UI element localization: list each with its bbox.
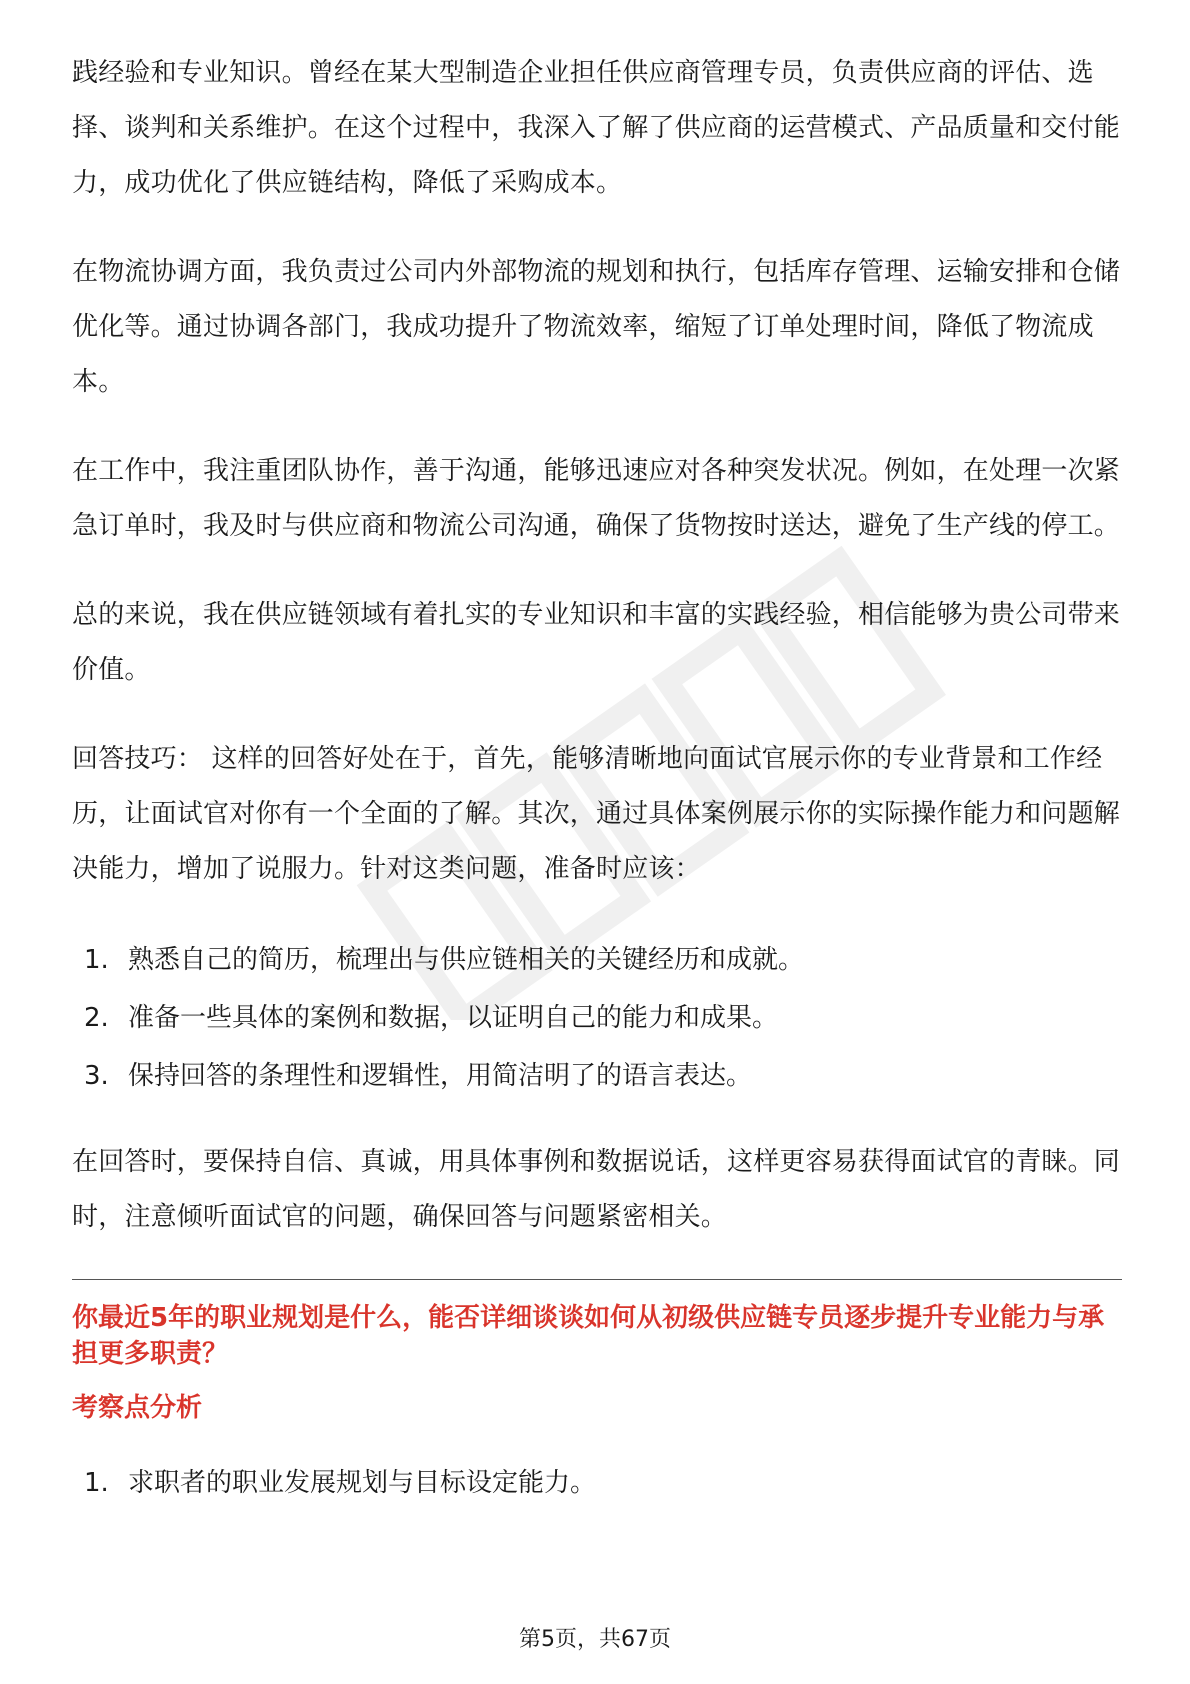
- analysis-heading: 考察点分析: [72, 1393, 203, 1423]
- list-text: 保持回答的条理性和逻辑性，用简洁明了的语言表达。: [128, 1061, 753, 1091]
- main-content: [72, 46, 1122, 1542]
- tips-intro-paragraph: 回答技巧： 这样的回答好处在于，首先，能够清晰地向面试官展示你的专业背景和工作经历，让面试官对你有一个全面的了解。其次，通过具体案例展示你的实际操作能力和问题解决能力，增加了说服力。针对这类问题，准备时应该：: [72, 744, 1121, 884]
- list-number: 2.: [84, 1003, 109, 1033]
- list-number: 1.: [84, 945, 109, 975]
- answer-paragraph: 在物流协调方面，我负责过公司内外部物流的规划和执行，包括库存管理、运输安排和仓储优化等。通过协调各部门，我成功提升了物流效率，缩短了订单处理时间，降低了物流成本。: [72, 257, 1121, 397]
- list-text: 求职者的职业发展规划与目标设定能力。: [128, 1468, 597, 1498]
- list-item: [84, 989, 1122, 1047]
- section-divider: [72, 1279, 1122, 1280]
- closing-paragraph: 在回答时，要保持自信、真诚，用具体事例和数据说话，这样更容易获得面试官的青睐。同时，注意倾听面试官的问题，确保回答与问题紧密相关。: [72, 1147, 1121, 1232]
- analysis-list: [72, 1454, 1122, 1512]
- list-number: 3.: [84, 1061, 109, 1091]
- interview-question: 你最近5年的职业规划是什么，能否详细谈谈如何从初级供应链专员逐步提升专业能力与承担更多职责？: [72, 1303, 1105, 1369]
- list-text: 熟悉自己的简历，梳理出与供应链相关的关键经历和成就。: [128, 945, 805, 975]
- list-item: [84, 1047, 1122, 1105]
- list-number: 1.: [84, 1468, 109, 1498]
- answer-paragraph: 在工作中，我注重团队协作，善于沟通，能够迅速应对各种突发状况。例如，在处理一次紧急订单时，我及时与供应商和物流公司沟通，确保了货物按时送达，避免了生产线的停工。: [72, 456, 1121, 541]
- list-item: [84, 1454, 1122, 1512]
- answer-paragraph: 总的来说，我在供应链领域有着扎实的专业知识和丰富的实践经验，相信能够为贵公司带来价值。: [72, 600, 1121, 685]
- page-footer: 第5页，共67页: [519, 1627, 671, 1652]
- list-text: 准备一些具体的案例和数据，以证明自己的能力和成果。: [128, 1003, 779, 1033]
- tips-list: [72, 931, 1122, 1105]
- list-item: [84, 931, 1122, 989]
- answer-paragraph: 践经验和专业知识。曾经在某大型制造企业担任供应商管理专员，负责供应商的评估、选择、谈判和关系维护。在这个过程中，我深入了解了供应商的运营模式、产品质量和交付能力，成功优化了供应链结构，降低了采购成本。: [72, 58, 1121, 198]
